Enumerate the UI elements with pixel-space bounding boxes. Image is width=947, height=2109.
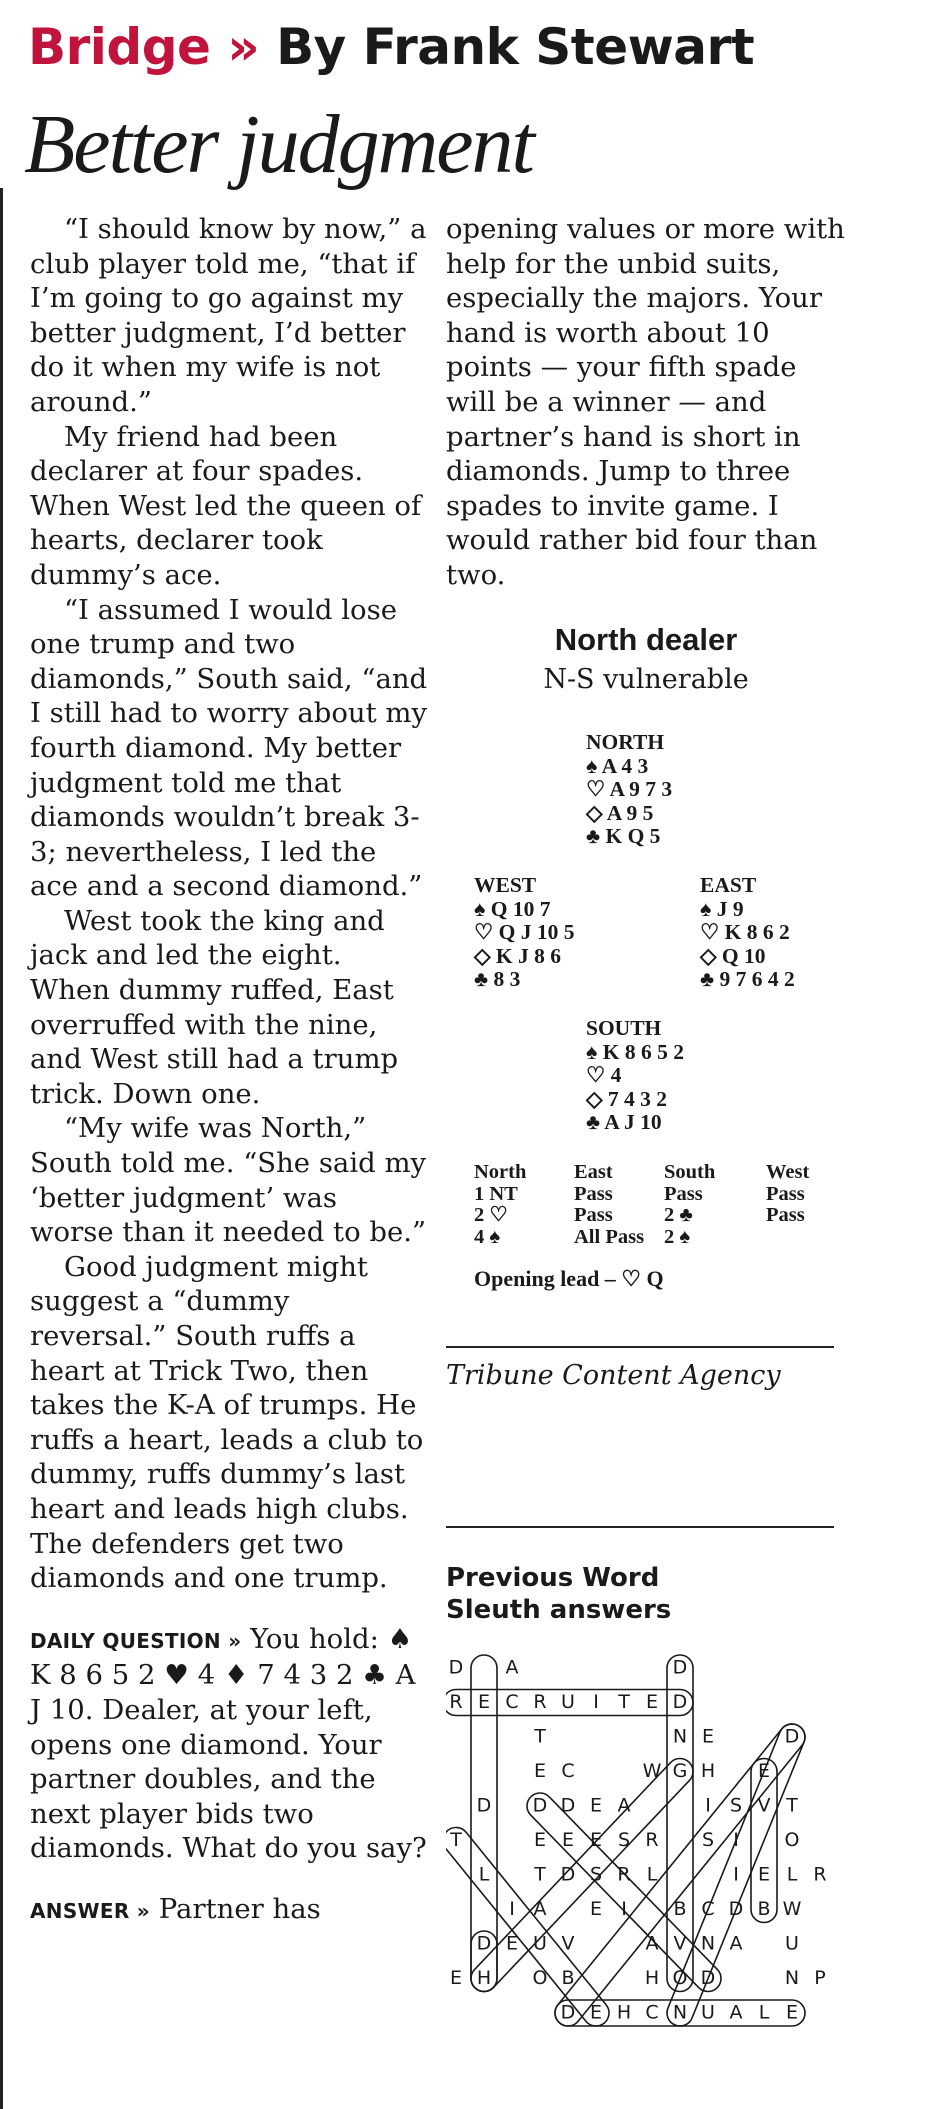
grid-letter: E [533, 1760, 547, 1782]
east-clubs: ♣ 9 7 6 4 2 [700, 967, 795, 991]
grid-letter: I [733, 1863, 739, 1886]
grid-letter: B [673, 1898, 687, 1920]
auction-cell: Pass [664, 1182, 703, 1205]
grid-letter: C [505, 1691, 519, 1713]
grid-letter: E [589, 1794, 603, 1817]
grid-letter: H [476, 1967, 492, 1989]
grid-letter: T [534, 1863, 546, 1886]
auction-east [574, 1162, 644, 1248]
grid-letter: D [672, 1691, 688, 1713]
auction-cell: 2 ♡ [474, 1204, 508, 1226]
west-clubs: ♣ 8 3 [474, 967, 521, 991]
grid-letter: R [813, 1863, 827, 1886]
answer-text: Partner has [158, 1892, 321, 1925]
grid-letter: E [645, 1691, 659, 1713]
grid-letter: D [728, 1898, 744, 1920]
grid-letter: D [672, 1656, 688, 1679]
grid-letter: U [701, 2001, 715, 2024]
grid-letter: D [448, 1656, 464, 1679]
grid-letter: N [672, 2001, 688, 2024]
grid-letter: I [621, 1898, 627, 1920]
south-diamonds: ◇ 7 4 3 2 [586, 1086, 668, 1111]
grid-letter: E [561, 1829, 575, 1851]
grid-letter: O [532, 1967, 548, 1989]
north-clubs: ♣ K Q 5 [586, 824, 661, 848]
section-name: Bridge [28, 18, 211, 76]
grid-letter: D [532, 1794, 548, 1817]
grid-letter: L [478, 1863, 490, 1886]
grid-letter: E [589, 1898, 603, 1920]
auction-cell: All Pass [574, 1225, 645, 1248]
grid-letter: E [477, 1691, 491, 1713]
grid-letter: A [729, 2001, 743, 2024]
grid-letter: C [561, 1760, 575, 1782]
grid-letter: E [757, 1760, 771, 1782]
auction-cell: North [474, 1161, 527, 1183]
grid-letter: H [700, 1760, 716, 1782]
auction-cell: 2 ♠ [664, 1225, 691, 1248]
paragraph: “I should know by now,” a club player told me, “that if I’m going to go against my better judgment, I’d better do it when my wife is not around.” [30, 213, 427, 418]
auction-cell: Pass [766, 1182, 805, 1205]
grid-letter: T [618, 1691, 630, 1713]
auction-south [664, 1162, 715, 1248]
grid-letter: G [672, 1760, 688, 1782]
grid-letter: E [533, 1829, 547, 1851]
byline: By Frank Stewart [276, 18, 755, 76]
article-title: Better judgment [24, 98, 533, 191]
divider [446, 1526, 834, 1528]
grid-letter: P [814, 1967, 826, 1989]
answer [30, 1892, 428, 1929]
paragraph: “My wife was North,” South told me. “She said my ‘better judgment’ was worse than it needed to be.” [30, 1112, 427, 1249]
auction-cell: 1 NT [474, 1182, 518, 1205]
grid-letter: W [782, 1898, 802, 1920]
article-column-2 [446, 212, 846, 593]
south-hearts: ♡ 4 [586, 1063, 622, 1087]
grid-letter: V [673, 1932, 687, 1955]
grid-letter: V [561, 1932, 575, 1955]
grid-letter: A [729, 1932, 743, 1955]
auction-cell: Pass [574, 1182, 613, 1205]
grid-letter: B [561, 1967, 575, 1989]
north-label: NORTH [586, 730, 665, 754]
north-diamonds: ◇ A 9 5 [586, 800, 654, 825]
grid-letter: B [757, 1898, 771, 1920]
grid-letter: D [560, 2001, 576, 2024]
column-header [28, 18, 754, 76]
auction-cell: West [766, 1161, 810, 1183]
grid-letter: U [561, 1691, 575, 1713]
grid-letter: D [476, 1932, 492, 1955]
grid-letter: C [645, 2001, 659, 2024]
south-label: SOUTH [586, 1016, 662, 1040]
paragraph: West took the king and jack and led the eight. When dummy ruffed, East overruffed with the nine, and West still had a trump trick. Down one. [30, 904, 399, 1110]
grid-letter: D [560, 1863, 576, 1886]
north-hand [586, 731, 672, 849]
grid-letter: I [733, 1829, 739, 1851]
grid-letter: D [476, 1794, 492, 1817]
west-hearts: ♡ Q J 10 5 [474, 920, 575, 944]
agency-credit: Tribune Content Agency [446, 1360, 781, 1391]
south-clubs: ♣ A J 10 [586, 1110, 662, 1134]
auction-north [474, 1162, 526, 1248]
grid-letter: I [509, 1898, 515, 1920]
grid-letter: C [701, 1898, 715, 1920]
grid-letter: R [645, 1829, 659, 1851]
answer-label: ANSWER » [30, 1898, 151, 1923]
grid-letter: A [505, 1656, 519, 1679]
daily-question-text: You hold: ♠ K 8 6 5 2 ♥ 4 ♦ 7 4 3 2 ♣ A J 10. Dealer, at your left, opens one diamond. Your partner doubles, and the next player bids two diamonds. What do you say? [30, 1622, 427, 1865]
grid-letter: R [617, 1863, 631, 1886]
grid-letter: L [786, 1863, 798, 1886]
left-rule [0, 188, 3, 2109]
west-hand [474, 874, 575, 992]
north-spades: ♠ A 4 3 [586, 753, 649, 778]
daily-question [30, 1622, 428, 1866]
auction-cell: Pass [574, 1204, 613, 1226]
grid-letter: E [785, 2001, 799, 2024]
grid-letters [449, 1657, 827, 2024]
east-hand [700, 874, 795, 992]
grid-letter: O [784, 1829, 800, 1851]
grid-letter: E [589, 2001, 603, 2024]
south-spades: ♠ K 8 6 5 2 [586, 1039, 685, 1064]
grid-letter: E [701, 1725, 715, 1748]
auction-cell: 2 ♣ [664, 1204, 693, 1226]
grid-letter: R [533, 1691, 547, 1713]
grid-letter: N [784, 1967, 800, 1989]
grid-letter: L [758, 2001, 770, 2024]
auction-cell: 4 ♠ [474, 1225, 501, 1248]
auction-cell: South [664, 1161, 716, 1183]
grid-letter: R [449, 1691, 463, 1713]
grid-letter: N [672, 1725, 688, 1748]
south-hand [586, 1017, 684, 1135]
article-column-1 [30, 212, 428, 1929]
opening-lead: Opening lead – ♡ Q [474, 1266, 664, 1291]
east-spades: ♠ J 9 [700, 896, 744, 921]
word-sleuth-grid [446, 1650, 846, 2090]
grid-letter: S [729, 1794, 743, 1817]
west-label: WEST [474, 873, 537, 897]
grid-letter: D [560, 1794, 576, 1817]
auction-cell: Pass [766, 1204, 805, 1226]
grid-letter: O [672, 1967, 688, 1989]
header-separator: » [227, 18, 260, 76]
grid-letter: T [450, 1829, 462, 1851]
east-diamonds: ◇ Q 10 [700, 943, 766, 968]
divider [446, 1346, 834, 1348]
grid-letter: N [700, 1932, 716, 1955]
west-diamonds: ◇ K J 8 6 [474, 943, 562, 968]
grid-letter: S [617, 1829, 631, 1851]
grid-letter: U [533, 1932, 547, 1955]
grid-letter: H [644, 1967, 660, 1989]
paragraph: Good judgment might suggest a “dummy reversal.” South ruffs a heart at Trick Two, then takes the K-A of trumps. He ruffs a heart, leads a club to dummy, ruffs dummy’s last heart and leads high clubs. The defenders get two diamonds and one trump. [30, 1250, 424, 1595]
answer-continued: opening values or more with help for the unbid suits, especially the majors. Your hand is worth about 10 points — your fifth spade will be a winner — and partner’s hand is short in diamonds. Jump to three spades to invite game. I would rather bid four than two. [446, 213, 845, 591]
grid-letter: T [786, 1794, 798, 1817]
dealer-heading: North dealer [554, 622, 738, 657]
grid-letter: E [589, 1829, 603, 1851]
grid-letter: V [757, 1794, 771, 1817]
east-hearts: ♡ K 8 6 2 [700, 920, 790, 944]
grid-letter: I [705, 1794, 711, 1817]
grid-letter: E [449, 1967, 463, 1989]
daily-question-label: DAILY QUESTION » [30, 1628, 242, 1653]
grid-letter: L [646, 1863, 658, 1886]
grid-letter: A [533, 1898, 547, 1920]
puzzle-heading [446, 1562, 671, 1626]
grid-letter: S [589, 1863, 603, 1886]
grid-letter: W [642, 1760, 662, 1782]
paragraph: My friend had been declarer at four spades. When West led the queen of hearts, declarer took dummy’s ace. [30, 420, 422, 591]
north-hearts: ♡ A 9 7 3 [586, 777, 673, 801]
puzzle-heading-line: Previous Word [446, 1563, 660, 1593]
grid-letter: I [593, 1691, 599, 1713]
grid-letter: H [616, 2001, 632, 2024]
east-label: EAST [700, 873, 757, 897]
grid-letter: E [757, 1863, 771, 1886]
grid-letter: A [617, 1794, 631, 1817]
grid-letter: A [645, 1932, 659, 1955]
west-spades: ♠ Q 10 7 [474, 896, 551, 921]
grid-letter: U [785, 1932, 799, 1955]
grid-letter: T [534, 1725, 546, 1748]
grid-letter: S [701, 1829, 715, 1851]
grid-letter: D [700, 1967, 716, 1989]
paragraph: “I assumed I would lose one trump and two diamonds,” South said, “and I still had to worry about my fourth diamond. My better judgment told me that diamonds wouldn’t break 3-3; nevertheless, I led the ace and a second diamond.” [30, 593, 428, 903]
puzzle-heading-line: Sleuth answers [446, 1595, 672, 1625]
auction-cell: East [574, 1161, 613, 1183]
grid-letter: D [784, 1725, 800, 1748]
grid-letter: E [505, 1932, 519, 1955]
auction-west [766, 1162, 809, 1227]
vulnerability: N-S vulnerable [543, 664, 749, 695]
